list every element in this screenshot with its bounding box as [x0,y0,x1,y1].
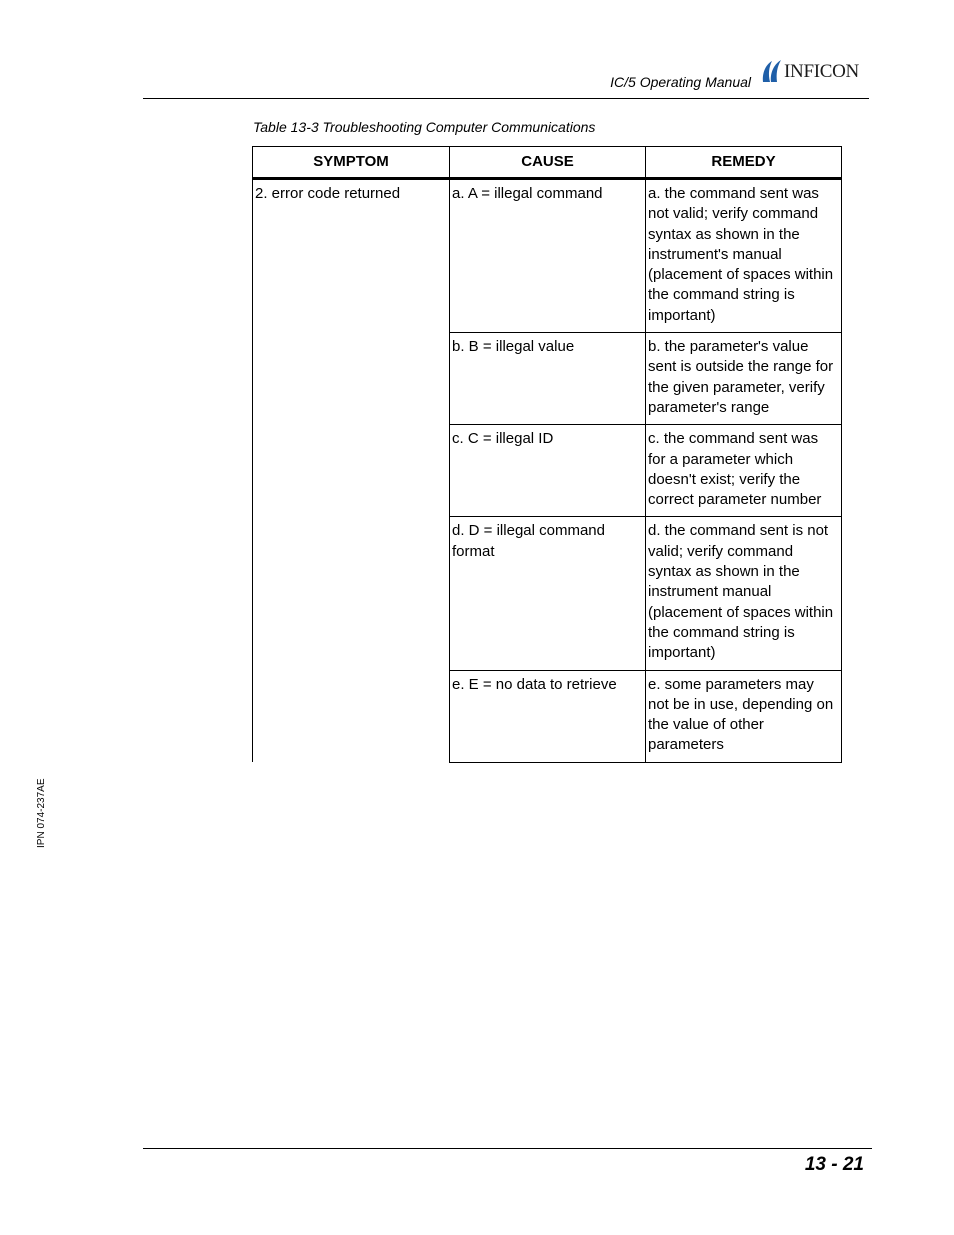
logo-wordmark: INFICON [784,61,859,82]
remedy-cell: a. the command sent was not valid; verify command syntax as shown in the instrument's manual (placement of spaces within the command string is important) [646,179,842,333]
table-row [253,179,842,333]
cause-cell: a. A = illegal command [450,179,646,333]
symptom-cell: 2. error code returned [253,179,450,763]
remedy-cell: b. the parameter's value sent is outside the range for the given parameter, verify parameter's range [646,333,842,425]
cause-cell: c. C = illegal ID [450,425,646,517]
table-header-row [253,147,842,179]
column-header-symptom: SYMPTOM [253,147,450,179]
footer-rule [143,1148,872,1149]
page-number: 13 - 21 [804,1154,864,1175]
remedy-cell: d. the command sent is not valid; verify command syntax as shown in the instrument manual (placement of spaces within the command string is important) [646,517,842,670]
manual-title: IC/5 Operating Manual [610,74,751,90]
column-header-cause: CAUSE [450,147,646,179]
cause-cell: e. E = no data to retrieve [450,670,646,762]
column-header-remedy: REMEDY [646,147,842,179]
inficon-swoosh-icon [760,58,784,84]
document-id: IPN 074-237AE [36,778,47,848]
cause-cell: d. D = illegal command format [450,517,646,670]
table-caption: Table 13-3 Troubleshooting Computer Communications [253,119,596,135]
header-rule [143,98,869,99]
remedy-cell: c. the command sent was for a parameter which doesn't exist; verify the correct parameter number [646,425,842,517]
troubleshooting-table [252,146,842,763]
remedy-cell: e. some parameters may not be in use, depending on the value of other parameters [646,670,842,762]
cause-cell: b. B = illegal value [450,333,646,425]
